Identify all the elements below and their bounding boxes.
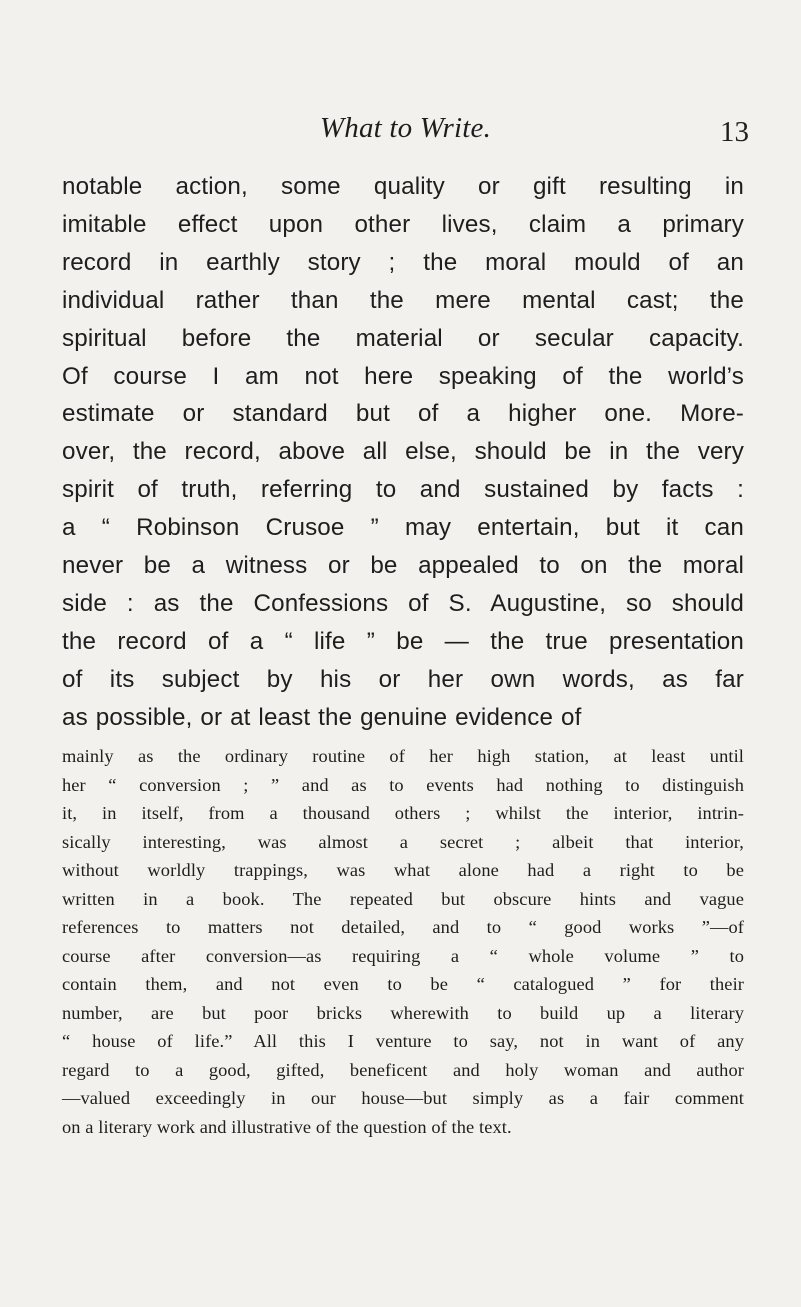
text-line: a “ Robinson Crusoe ” may entertain, but it can [62, 514, 744, 542]
text-line: estimate or standard but of a higher one. More- [62, 400, 744, 428]
text-line: notable action, some quality or gift resulting in [62, 173, 744, 200]
page-number: 13 [720, 116, 749, 148]
text-line: over, the record, above all else, should be in the very [62, 438, 744, 466]
note-line: “ house of life.” All this I venture to say, not in want of any [62, 1031, 744, 1051]
text-line: Of course I am not here speaking of the world’s [62, 362, 744, 390]
text-line: never be a witness or be appealed to on the moral [62, 552, 744, 580]
running-title: What to Write. [319, 112, 492, 144]
note-line: —valued exceedingly in our house—but simply as a fair comment [62, 1088, 744, 1108]
main-text-block [62, 168, 744, 737]
text-line: spiritual before the material or secular capacity. [62, 324, 744, 352]
note-line: mainly as the ordinary routine of her high station, at least until [62, 746, 744, 766]
running-head [62, 112, 749, 152]
text-line: imitable effect upon other lives, claim a primary [62, 210, 744, 238]
text-line: individual rather than the mere mental cast; the [62, 286, 744, 314]
note-line: sically interesting, was almost a secret ; albeit that interior, [62, 831, 744, 852]
note-line: regard to a good, gifted, beneficent and holy woman and author [62, 1059, 744, 1080]
note-line: on a literary work and illustrative of the question of the text. [62, 1116, 512, 1137]
note-line: her “ conversion ; ” and as to events had nothing to distinguish [62, 774, 744, 795]
note-line: it, in itself, from a thousand others ; whilst the interior, intrin- [62, 803, 744, 823]
note-text-block [62, 742, 744, 1141]
text-line: of its subject by his or her own words, as far [62, 665, 744, 693]
text-line: spirit of truth, referring to and sustained by facts : [62, 476, 744, 504]
note-line: contain them, and not even to be “ catalogued ” for their [62, 974, 744, 994]
note-line: without worldly trappings, was what alone had a right to be [62, 860, 744, 880]
note-line: number, are but poor bricks wherewith to build up a literary [62, 1002, 744, 1023]
note-line: written in a book. The repeated but obscure hints and vague [62, 888, 744, 909]
text-line: as possible, or at least the genuine evidence of [62, 703, 582, 731]
text-line: the record of a “ life ” be — the true presentation [62, 627, 744, 655]
text-line: side : as the Confessions of S. Augustine, so should [62, 589, 744, 617]
note-line: references to matters not detailed, and to “ good works ”—of [62, 917, 744, 937]
note-line: course after conversion—as requiring a “ whole volume ” to [62, 945, 744, 966]
text-line: record in earthly story ; the moral mould of an [62, 248, 744, 276]
